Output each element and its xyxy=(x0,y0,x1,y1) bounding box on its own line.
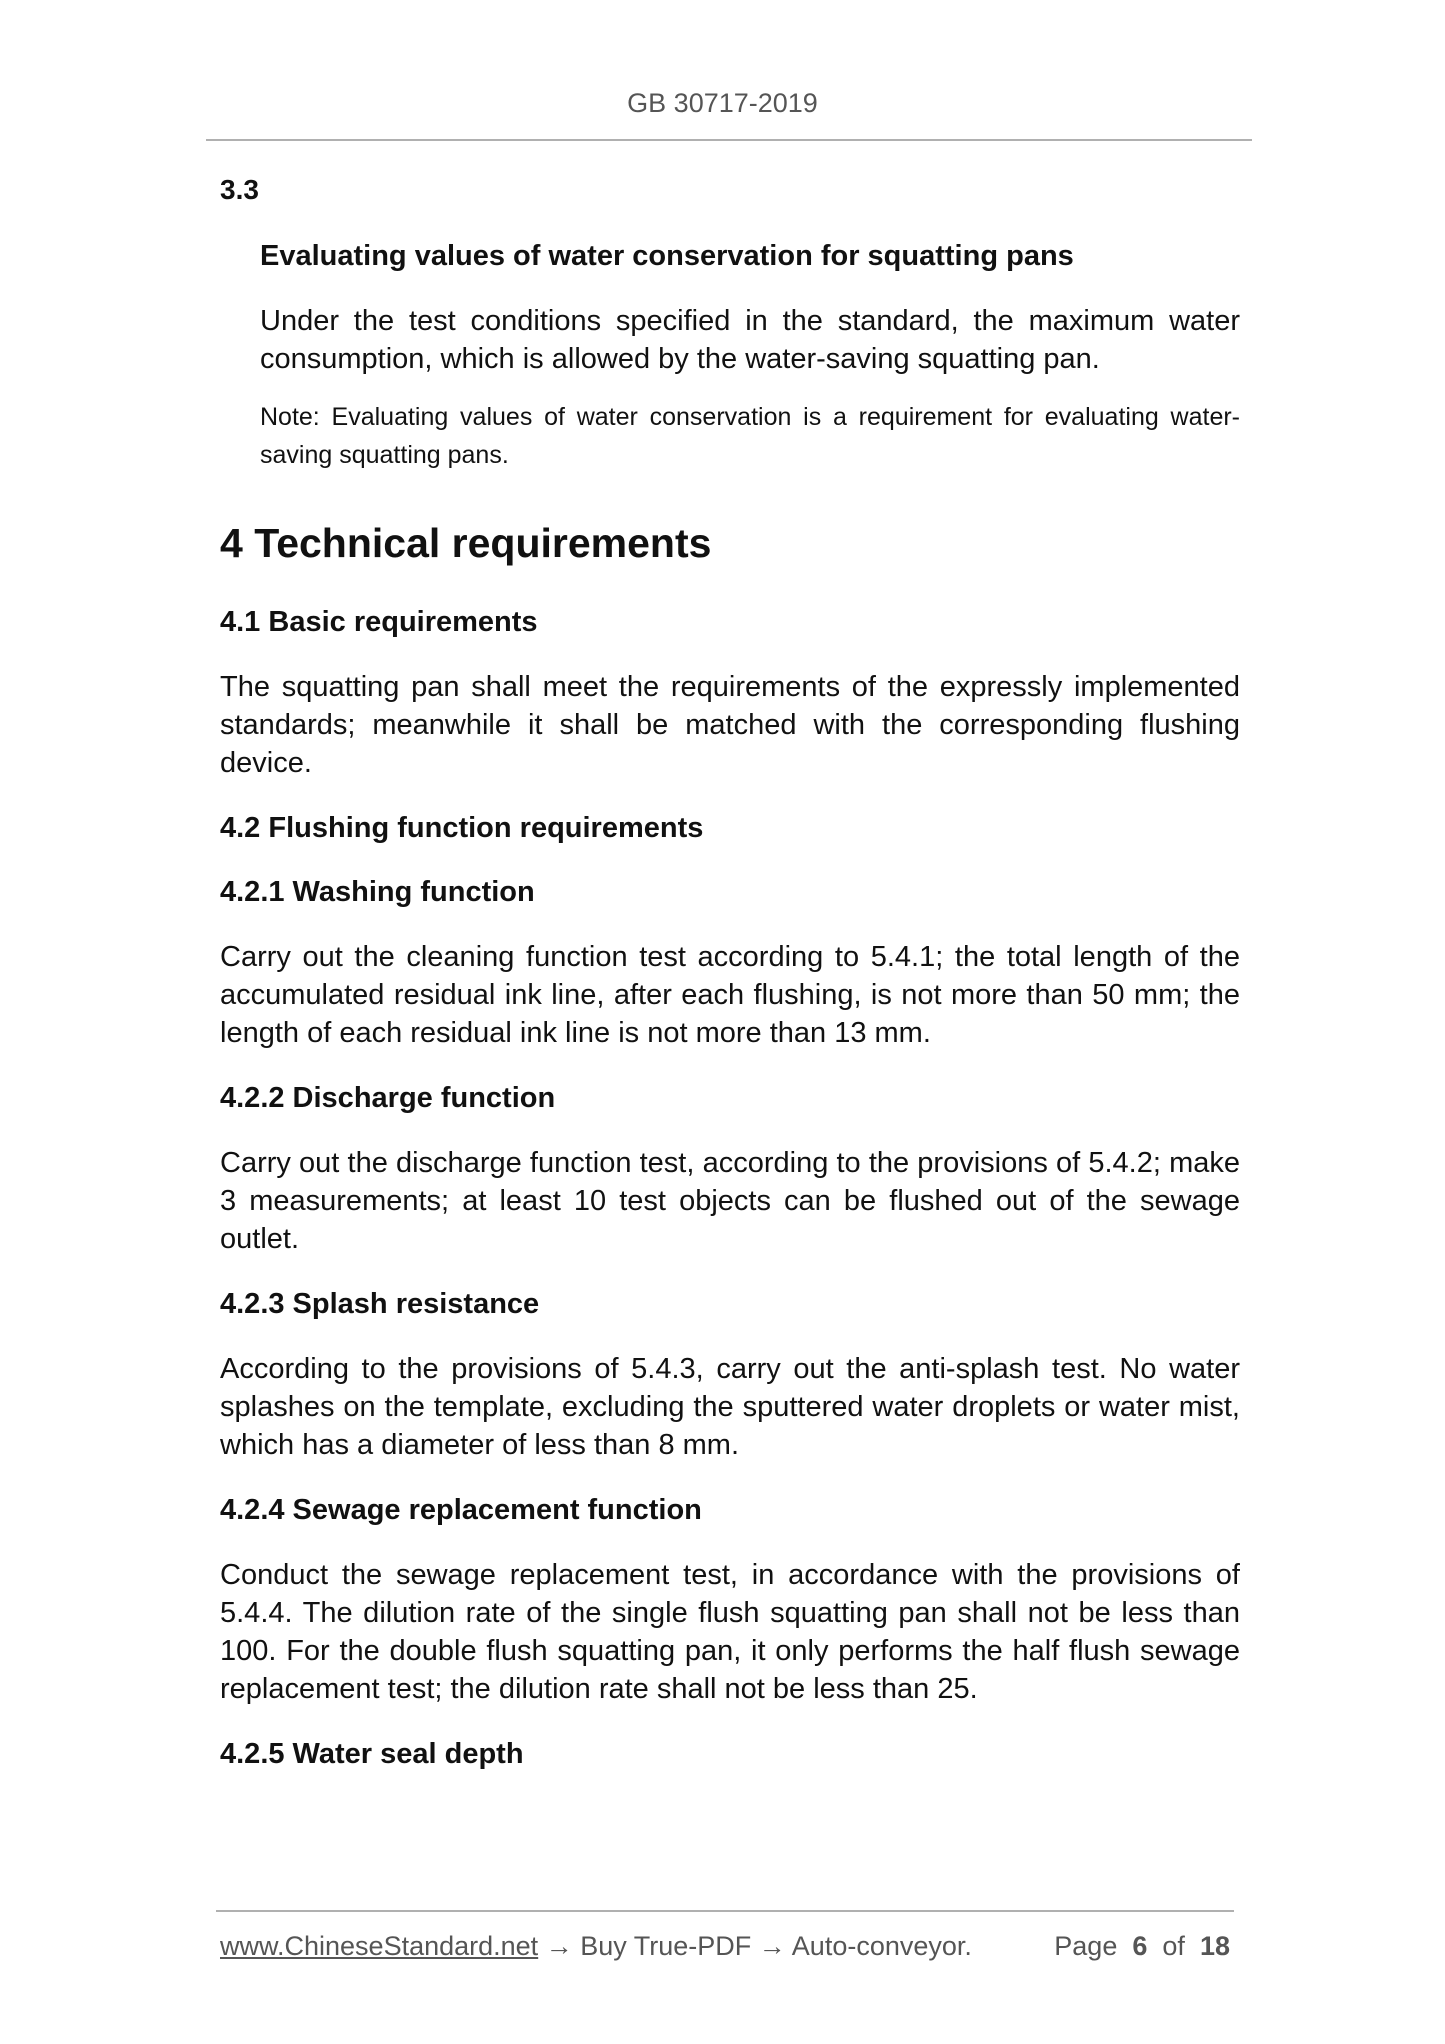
page-label: Page xyxy=(1054,1931,1118,1961)
arrow-right-icon: → xyxy=(545,1931,573,1961)
buy-true-pdf-text: Buy True-PDF xyxy=(580,1931,752,1961)
document-header-title: GB 30717-2019 xyxy=(627,88,818,118)
arrow-right-icon: → xyxy=(758,1931,786,1961)
section-4-1-heading: 4.1 Basic requirements xyxy=(220,606,538,638)
section-4-2-4-body: Conduct the sewage replacement test, in accordance with the provisions of 5.4.4. The dilution rate of the single flush squatting pan shall not be less than 100. For the double flush squatting pan, it only performs the half flush sewage replacement test; the dilution rate shall not be less than 25. xyxy=(220,1559,1240,1705)
section-4-1-body: The squatting pan shall meet the requirements of the expressly implemented standards; meanwhile it shall be matched with the corresponding flushing device. xyxy=(220,671,1240,779)
section-4-2-1-body: Carry out the cleaning function test according to 5.4.1; the total length of the accumulated residual ink line, after each flushing, is not more than 50 mm; the length of each residual ink line is not more than 13 mm. xyxy=(220,941,1240,1049)
section-4-2-5-heading: 4.2.5 Water seal depth xyxy=(220,1738,524,1770)
clause-3-3-note: Note: Evaluating values of water conservation is a requirement for evaluating water-saving squatting pans. xyxy=(260,403,1240,469)
section-4-2-heading: 4.2 Flushing function requirements xyxy=(220,812,704,844)
total-pages-number: 18 xyxy=(1199,1931,1230,1961)
page-content xyxy=(220,172,1240,1772)
section-4-2-1-heading: 4.2.1 Washing function xyxy=(220,876,535,908)
clause-3-3-definition: Under the test conditions specified in the standard, the maximum water consumption, which is allowed by the water-saving squatting pan. xyxy=(260,305,1240,375)
section-4-2-2-heading: 4.2.2 Discharge function xyxy=(220,1082,556,1114)
page-of-label: of xyxy=(1162,1931,1185,1961)
footer-links xyxy=(220,1928,972,1964)
section-4-2-3-heading: 4.2.3 Splash resistance xyxy=(220,1288,540,1320)
footer-divider xyxy=(216,1910,1234,1912)
section-4-heading: 4 Technical requirements xyxy=(220,520,712,566)
current-page-number: 6 xyxy=(1132,1931,1148,1961)
section-4-2-3-body: According to the provisions of 5.4.3, carry out the anti-splash test. No water splashes on the template, excluding the sputtered water droplets or water mist, which has a diameter of less than 8 mm. xyxy=(220,1353,1240,1461)
auto-conveyor-text: Auto-conveyor. xyxy=(791,1931,972,1961)
clause-3-3-term xyxy=(260,238,1240,474)
site-link[interactable]: www.ChineseStandard.net xyxy=(220,1931,539,1961)
section-4-2-2-body: Carry out the discharge function test, according to the provisions of 5.4.2; make 3 measurements; at least 10 test objects can be flushed out of the sewage outlet. xyxy=(220,1147,1240,1255)
page-counter xyxy=(1054,1928,1230,1964)
header-divider xyxy=(206,139,1252,141)
clause-3-3-title: Evaluating values of water conservation for squatting pans xyxy=(260,240,1074,272)
clause-3-3-number: 3.3 xyxy=(220,174,259,205)
section-4-2-4-heading: 4.2.4 Sewage replacement function xyxy=(220,1494,702,1526)
